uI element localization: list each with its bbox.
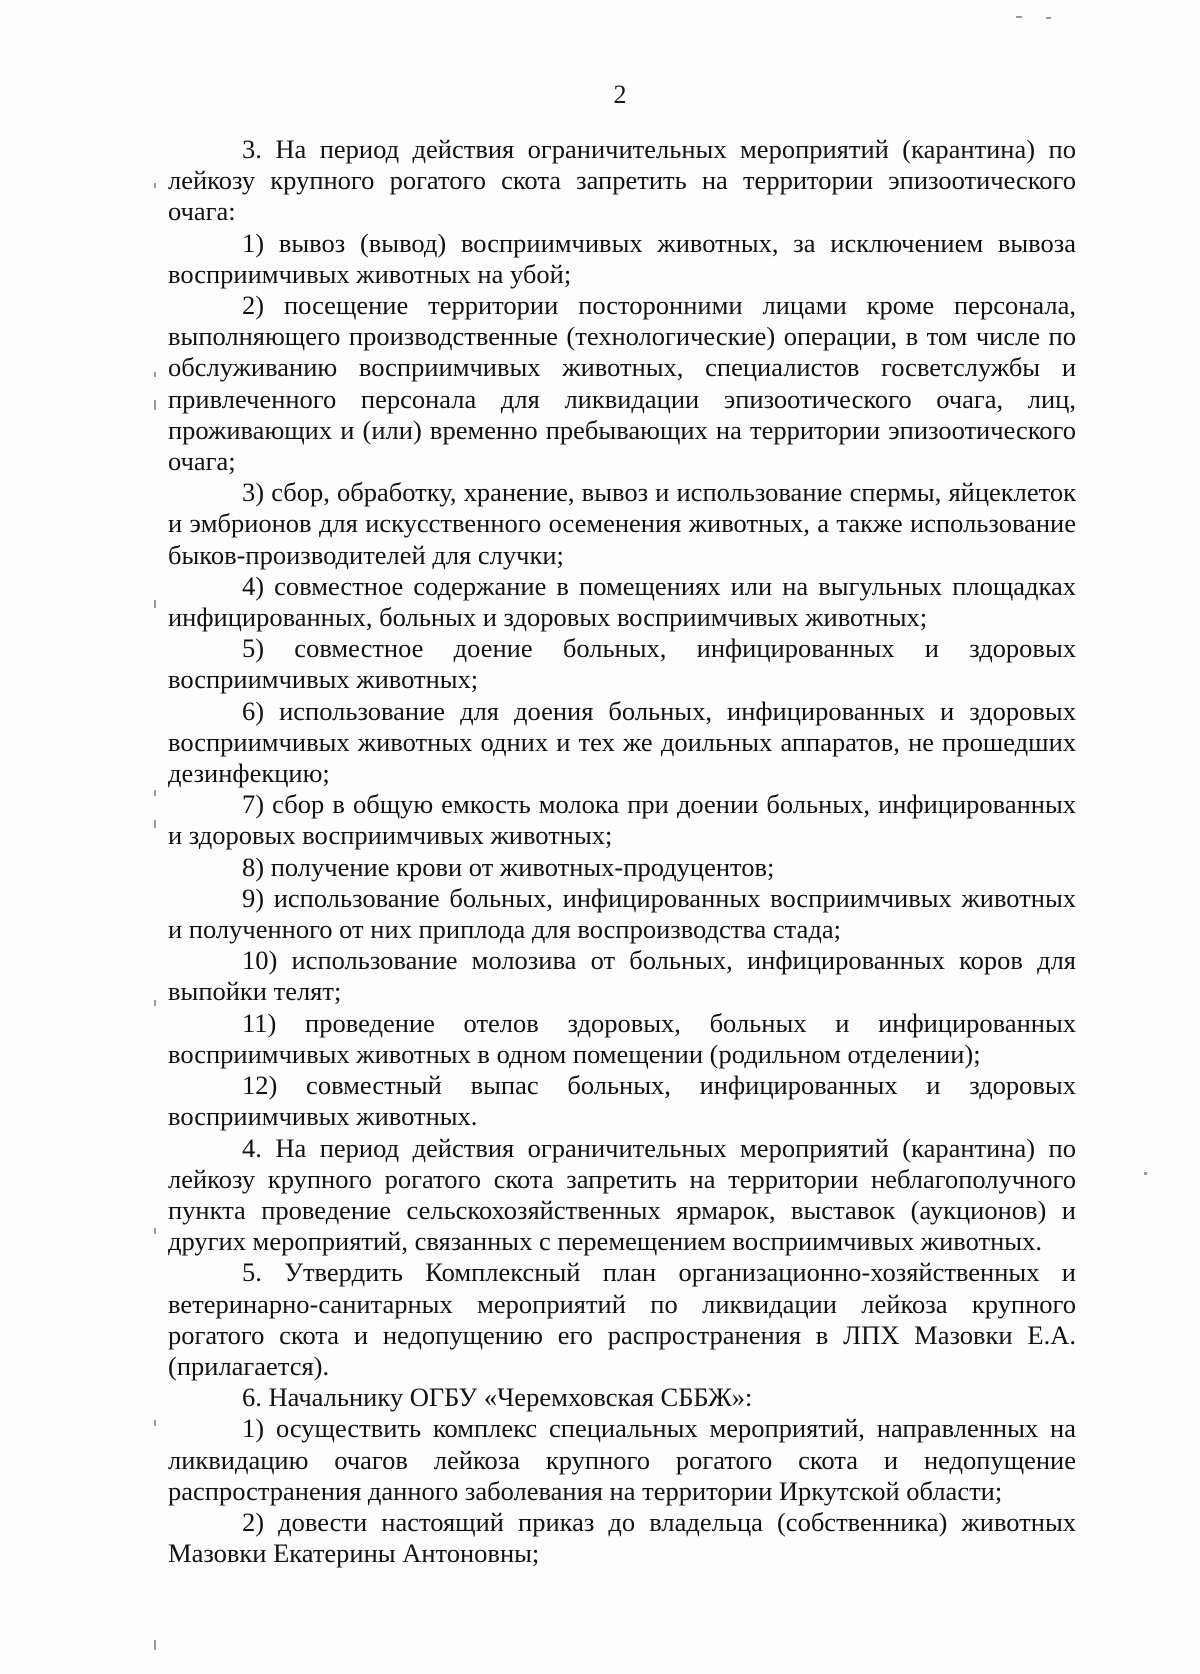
- scan-mark: [154, 1640, 156, 1650]
- list-item-6-2: 2) довести настоящий приказ до владельца (собственника) животных Мазовки Екатерины Антоновны;: [168, 1506, 1076, 1569]
- page-number: 2: [613, 80, 627, 109]
- list-item-3-7: 7) сбор в общую емкость молока при доении больных, инфицированных и здоровых восприимчивых животных;: [168, 789, 1076, 851]
- paragraph-5: 5. Утвердить Комплексный план организационно-хозяйственных и ветеринарно-санитарных мероприятий по ликвидации лейкоза крупного рогатого скота и недопущению его распространения в ЛПХ Мазовки Е.А. (прилагается).: [168, 1257, 1076, 1381]
- list-item-3-6: 6) использование для доения больных, инфицированных и здоровых восприимчивых животных одних и тех же доильных аппаратов, не прошедших дезинфекцию;: [168, 695, 1076, 789]
- list-item-3-10: 10) использование молозива от больных, инфицированных коров для выпойки телят;: [168, 945, 1076, 1007]
- scan-mark: [1016, 16, 1022, 18]
- scan-mark: [154, 400, 156, 410]
- paragraph-6: 6. Начальнику ОГБУ «Черемховская СББЖ»:: [242, 1382, 753, 1413]
- list-item-3-8: 8) получение крови от животных-продуцентов;: [242, 851, 775, 882]
- paragraph-4: 4. На период действия ограничительных мероприятий (карантина) по лейкозу крупного рогатого скота запретить на территории неблагополучного пункта проведение сельскохозяйственных ярмарок, выставок (аукционов) и других мероприятий, связанных с перемещением восприимчивых животных.: [168, 1132, 1076, 1257]
- scan-mark: [1046, 17, 1051, 19]
- list-item-3-1: 1) вывоз (вывод) восприимчивых животных, за исключением вывоза восприимчивых животных на убой;: [168, 227, 1076, 289]
- scan-mark: [154, 600, 156, 608]
- list-item-3-12: 12) совместный выпас больных, инфицированных и здоровых восприимчивых животных.: [168, 1070, 1076, 1132]
- list-item-3-3: 3) сбор, обработку, хранение, вывоз и использование спермы, яйцеклеток и эмбрионов для искусственного осеменения животных, а также использование быков-производителей для случки;: [168, 477, 1076, 570]
- list-item-3-11: 11) проведение отелов здоровых, больных и инфицированных восприимчивых животных в одном помещении (родильном отделении);: [168, 1007, 1076, 1069]
- scan-mark: [154, 1420, 156, 1426]
- scan-mark: [154, 790, 156, 796]
- scan-mark: [154, 372, 156, 377]
- scan-mark: [154, 1228, 156, 1234]
- list-item-3-9: 9) использование больных, инфицированных восприимчивых животных и полученного от них приплода для воспроизводства стада;: [168, 882, 1076, 945]
- scan-mark: [1144, 1172, 1147, 1175]
- scan-mark: [154, 820, 156, 828]
- document-body: [168, 134, 1076, 1569]
- scan-mark: [154, 1000, 156, 1006]
- list-item-3-4: 4) совместное содержание в помещениях или на выгульных площадках инфицированных, больных и здоровых восприимчивых животных;: [168, 570, 1076, 633]
- list-item-6-1: 1) осуществить комплекс специальных мероприятий, направленных на ликвидацию очагов лейкоза крупного рогатого скота и недопущение распространения данного заболевания на территории Иркутской области;: [168, 1413, 1076, 1506]
- list-item-3-5: 5) совместное доение больных, инфицированных и здоровых восприимчивых животных;: [168, 633, 1076, 695]
- scan-mark: [154, 183, 156, 188]
- list-item-3-2: 2) посещение территории посторонними лицами кроме персонала, выполняющего производственные (технологические) операции, в том числе по обслуживанию восприимчивых животных, специалистов госветслужбы и привлеченного персонала для ликвидации эпизоотического очага, лиц, проживающих и (или) временно пребывающих на территории эпизоотического очага;: [168, 290, 1076, 477]
- paragraph-3: 3. На период действия ограничительных мероприятий (карантина) по лейкозу крупного рогатого скота запретить на территории эпизоотического очага:: [168, 134, 1076, 227]
